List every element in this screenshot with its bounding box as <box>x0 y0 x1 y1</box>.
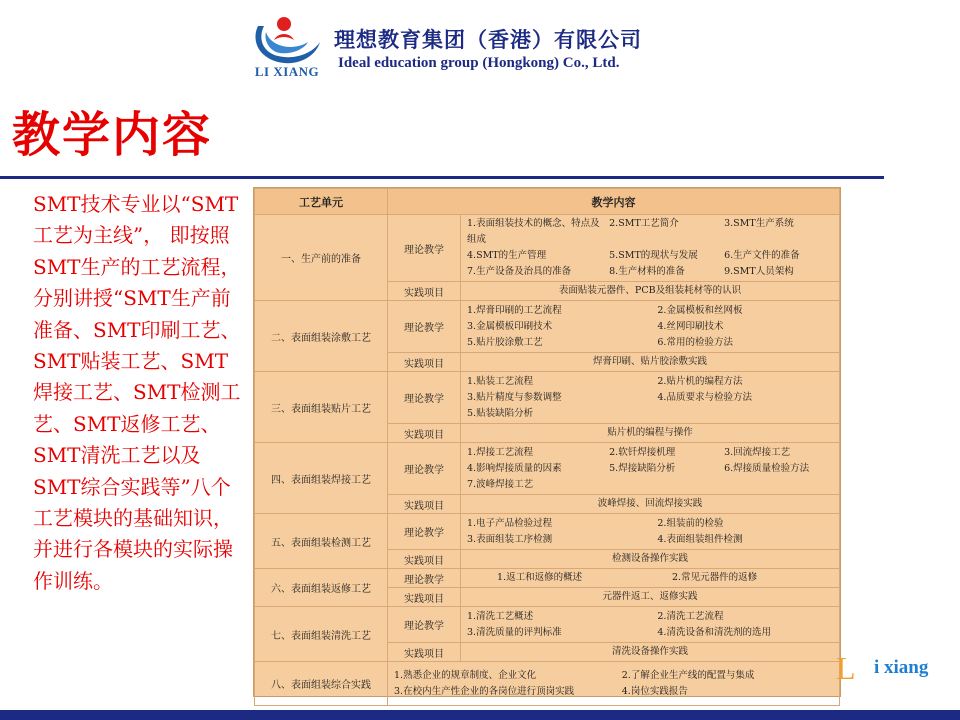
practice-label: 实践项目 <box>388 282 461 301</box>
curriculum-table <box>253 187 841 697</box>
footer-bar <box>0 710 960 720</box>
theory-label: 理论教学 <box>388 514 461 550</box>
header <box>0 0 960 90</box>
unit-name: 二、表面组装涂敷工艺 <box>255 301 388 372</box>
practice-content: 清洗设备操作实践 <box>461 643 840 662</box>
theory-label: 理论教学 <box>388 215 461 282</box>
header-unit: 工艺单元 <box>255 189 388 215</box>
unit-name: 一、生产前的准备 <box>255 215 388 301</box>
practice-label: 实践项目 <box>388 643 461 662</box>
company-name-cn: 理想教育集团（香港）有限公司 <box>334 28 642 52</box>
description-text: SMT技术专业以“SMT工艺为主线”， 即按照SMT生产的工艺流程，分别讲授“SMT生产前准备、SMT印刷工艺、SMT贴装工艺、SMT焊接工艺、SMT检测工艺、SMT返修工艺、SMT清洗工艺以及SMT综合实践等”八个工艺模块的基础知识， 并进行各模块的实际操作训练。 <box>33 192 241 593</box>
title-divider <box>0 176 884 179</box>
theory-label: 理论教学 <box>388 607 461 643</box>
theory-content: 1.返工和返修的概述 2.常见元器件的返修 <box>461 569 840 588</box>
theory-content: 1.清洗工艺概述 2.清洗工艺流程 3.清洗质量的评判标准 4.清洗设备和清洗剂的选用 <box>461 607 840 643</box>
brand-text: i xiang <box>874 657 929 678</box>
theory-label: 理论教学 <box>388 301 461 353</box>
theory-content: 1.电子产品检验过程 2.组装前的检验 3.表面组装工序检测 4.表面组装组件检测 <box>461 514 840 550</box>
unit-name: 四、表面组装焊接工艺 <box>255 443 388 514</box>
theory-content: 1.焊膏印刷的工艺流程 2.金属模板和丝网板 3.金属模板印刷技术 4.丝网印刷技术 5.贴片胶涂敷工艺 6.常用的检验方法 <box>461 301 840 353</box>
company-name-en: Ideal education group (Hongkong) Co., Ltd. <box>338 55 620 71</box>
unit-name: 八、表面组装综合实践 <box>255 662 388 706</box>
practice-label: 实践项目 <box>388 588 461 607</box>
unit-name: 七、表面组装清洗工艺 <box>255 607 388 662</box>
unit-name: 五、表面组装检测工艺 <box>255 514 388 569</box>
practice-label: 实践项目 <box>388 353 461 372</box>
company-logo <box>248 12 326 82</box>
brand-letter: L <box>836 650 856 686</box>
header-content: 教学内容 <box>388 189 840 215</box>
practice-label: 实践项目 <box>388 550 461 569</box>
theory-content: 1.贴装工艺流程 2.贴片机的编程方法 3.贴片精度与参数调整 4.品质要求与检验方法 5.贴装缺陷分析 <box>461 372 840 424</box>
practice-content: 表面贴装元器件、PCB及组装耗材等的认识 <box>461 282 840 301</box>
logo-text: LI XIANG <box>254 64 320 79</box>
slide-title: 教学内容 <box>12 107 213 163</box>
unit-name: 三、表面组装贴片工艺 <box>255 372 388 443</box>
practice-content: 贴片机的编程与操作 <box>461 424 840 443</box>
practice-items: 1.熟悉企业的规章制度、企业文化 2.了解企业生产线的配置与集成 3.在校内生产性企业的各岗位进行顶岗实践 4.岗位实践报告 <box>388 662 840 706</box>
theory-label: 理论教学 <box>388 443 461 495</box>
theory-label: 理论教学 <box>388 569 461 588</box>
unit-name: 六、表面组装返修工艺 <box>255 569 388 607</box>
practice-content: 波峰焊接、回流焊接实践 <box>461 495 840 514</box>
practice-label: 实践项目 <box>388 424 461 443</box>
theory-content: 1.焊接工艺流程 2.软钎焊接机理 3.回流焊接工艺 4.影响焊接质量的因素 5.焊接缺陷分析 6.焊接质量检验方法 7.波峰焊接工艺 <box>461 443 840 495</box>
theory-label: 理论教学 <box>388 372 461 424</box>
practice-content: 焊膏印刷、贴片胶涂敷实践 <box>461 353 840 372</box>
practice-label: 实践项目 <box>388 495 461 514</box>
practice-content: 元器件返工、返修实践 <box>461 588 840 607</box>
theory-content: 1.表面组装技术的概念、特点及组成 2.SMT工艺简介 3.SMT生产系统 4.SMT的生产管理 5.SMT的现状与发展 6.生产文件的准备 7.生产设备及治具的准备 8.生产材料的准备 9.SMT人员架构 <box>461 215 840 282</box>
practice-content: 检测设备操作实践 <box>461 550 840 569</box>
